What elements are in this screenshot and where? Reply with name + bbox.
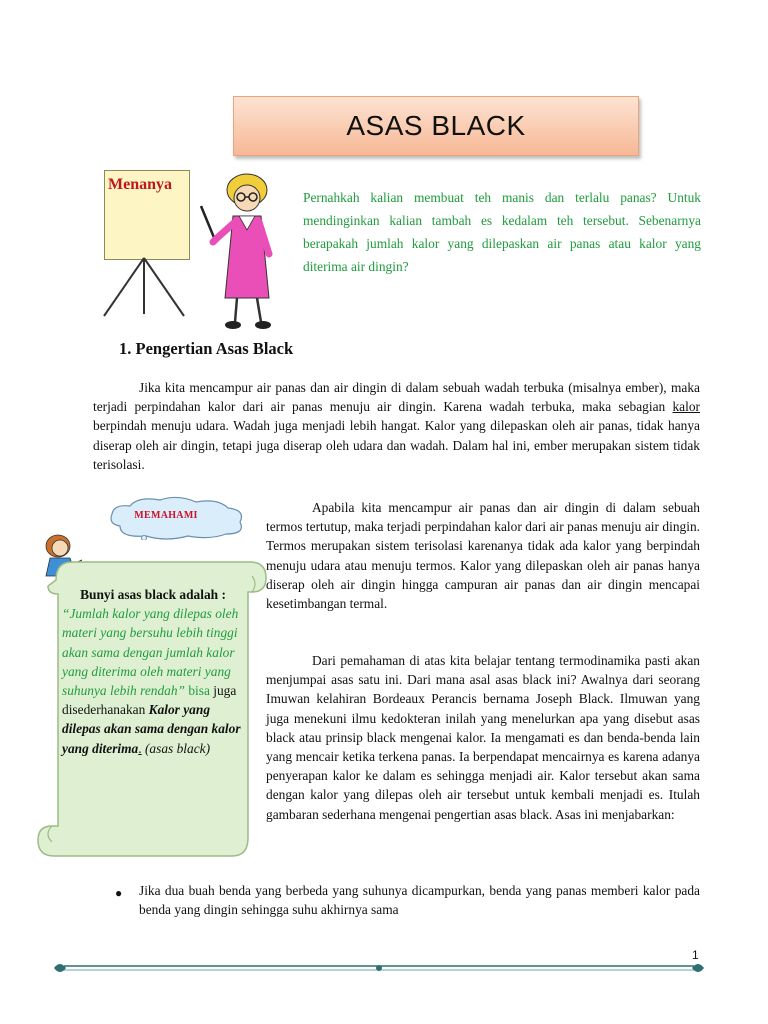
scroll-dot: . <box>138 740 142 756</box>
question-paragraph: Pernahkah kalian membuat teh manis dan terlalu panas? Untuk mendinginkan kalian tambah es kedalam teh tersebut. Sebenarnya berapakah jumlah kalor yang dilepaskan air panas atau kalor yang diterima air dingin? <box>303 190 701 274</box>
scroll-quote: “Jumlah kalor yang dilepas oleh materi yang bersuhu lebih tinggi akan sama dengan jumlah kalor yang diterima oleh materi yang suhunya lebih rendah” <box>62 606 239 699</box>
easel-legs-illustration <box>96 256 192 320</box>
paragraph-1-part-b: berpindah menuju udara. Wadah juga menjadi lebih hangat. Kalor yang dilepaskan oleh air panas, tidak hanya diserap oleh air dingin, tetapi juga diserap oleh udara dan wadah. Dalam hal ini, ember merupakan sistem tidak terisolasi. <box>93 418 700 472</box>
bullet-icon: ● <box>115 886 123 900</box>
section-heading: 1. Pengertian Asas Black <box>119 339 294 358</box>
footer-border-ornament <box>52 958 706 978</box>
paragraph-1-part-a: Jika kita mencampur air panas dan air dingin di dalam sebuah wadah terbuka (misalnya ember), maka terjadi perpindahan kalor dari air panas menuju air dingin. Karena wadah terbuka, maka sebagian <box>93 380 700 415</box>
underlined-word: kalor <box>672 399 700 415</box>
scroll-bold-statement: Kalor yang dilepas akan sama dengan kalor yang diterima <box>62 702 241 756</box>
page-title: ASAS BLACK <box>346 110 526 141</box>
bullet-item: Jika dua buah benda yang berbeda yang suhunya dicampurkan, benda yang panas memberi kalor pada benda yang dingin sehingga suhu akhirnya sama <box>139 883 700 918</box>
cloud-label: MEMAHAMI <box>134 510 198 521</box>
teacher-illustration <box>195 170 285 335</box>
page-number: 1 <box>692 948 699 962</box>
paragraph-2 <box>266 498 700 613</box>
scroll-heading: Bunyi asas black adalah : <box>80 587 226 602</box>
scroll-juga: juga disederhanakan <box>62 683 237 718</box>
scroll-bisa: bisa <box>185 683 210 699</box>
paragraph-3-text: Dari pemahaman di atas kita belajar tentang termodinamika pasti akan menjumpai asas satu ini. Dari mana asal asas black ini? Awalnya dari seorang Imuwan kelahiran Bordeaux Perancis bernama Joseph Black. Ilmuwan yang juga menekuni ilmu kedokteran inilah yang menelurkan apa yang disebut asas black atau prinsip black mengenai kalor. Ia mengamati es dan benda-benda lain yang mencair ketika terkena panas. Ia berpendapat mencairnya es karena adanya penyerapan kalor ke dalam es sehingga menjadi air. Kalor tersebut akan sama dengan kalor yang dilepas oleh air tersebut untuk kembali menjadi es. Itulah gambaran sederhana mengenai pengertian asas black. Asas ini menjabarkan: <box>266 653 700 822</box>
title-banner <box>233 96 639 156</box>
easel-label: Menanya <box>108 176 172 193</box>
paragraph-1 <box>93 378 700 474</box>
paragraph-3 <box>266 651 700 824</box>
paragraph-2-text: Apabila kita mencampur air panas dan air dingin di dalam sebuah termos tertutup, maka terjadi perpindahan kalor dari air panas menuju air dingin. Termos merupakan sistem terisolasi karenanya tidak ada kalor yang berpindah menuju udara atau menuju termos. Kalor yang dilepaskan oleh air panas hanya diserap oleh air dingin hingga campuran air panas dan air dingin mencapai kesetimbangan termal. <box>266 500 700 612</box>
scroll-tail: (asas black) <box>141 740 211 756</box>
scroll-content <box>62 585 244 758</box>
